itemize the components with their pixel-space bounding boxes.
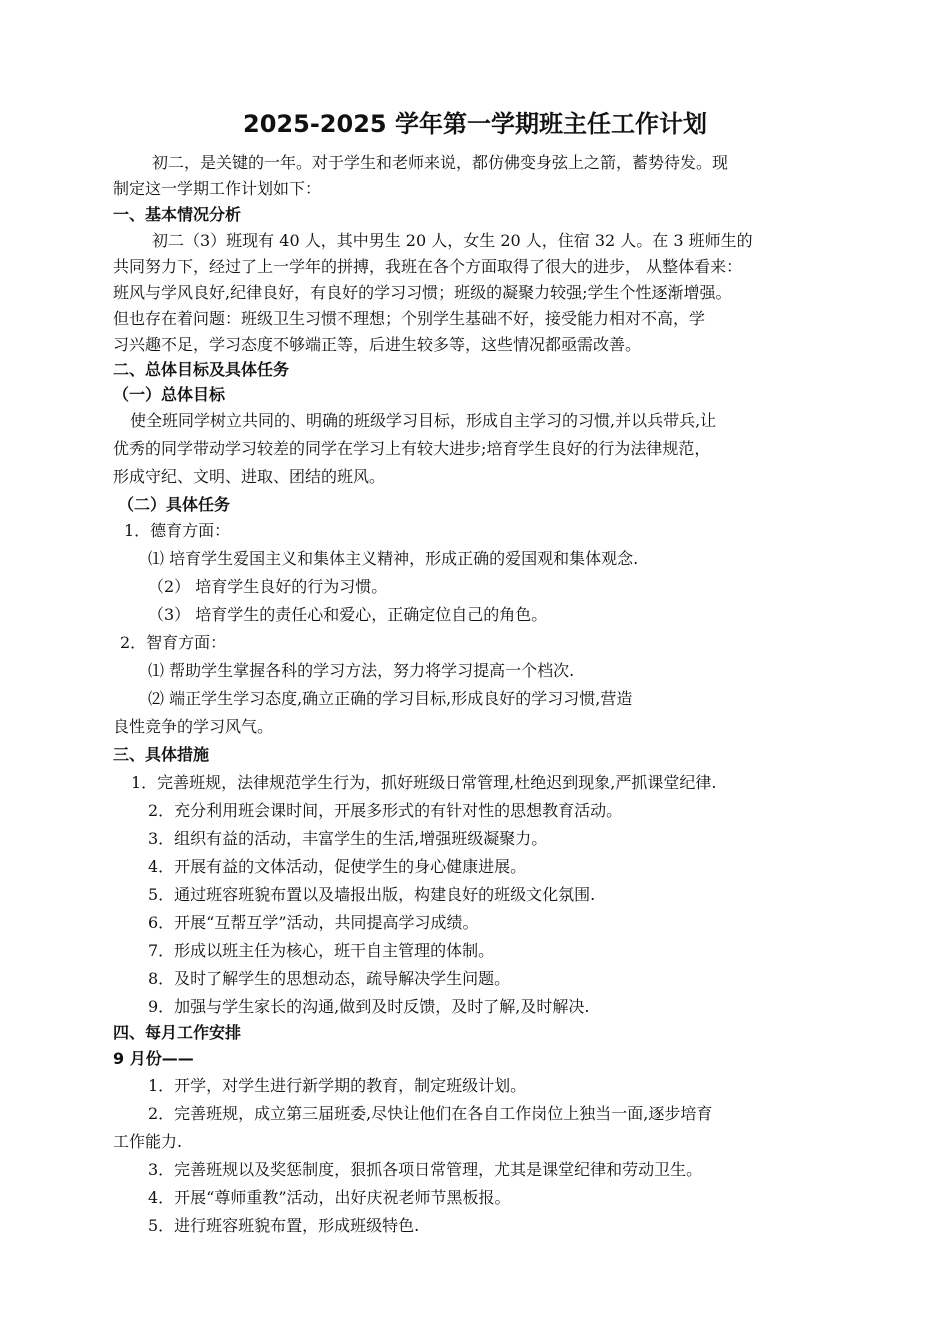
measure-item: 8．及时了解学生的思想动态，疏导解决学生问题。 — [148, 969, 511, 988]
section-2-heading: 二、总体目标及具体任务 — [113, 360, 290, 379]
measure-item: 1．完善班规，法律规范学生行为，抓好班级日常管理,杜绝迟到现象,严抓课堂纪律. — [131, 773, 717, 792]
section-1-line-1: 初二（3）班现有 40 人，其中男生 20 人，女生 20 人，住宿 32 人。在 3 班师生的 — [152, 231, 753, 250]
month-task-5: 5．进行班容班貌布置，形成班级特色. — [148, 1216, 420, 1235]
section-1-line-4: 但也存在着问题：班级卫生习惯不理想；个别学生基础不好，接受能力相对不高，学 — [113, 309, 706, 328]
section-1-heading: 一、基本情况分析 — [113, 205, 242, 224]
measure-item: 6．开展“互帮互学”活动，共同提高学习成绩。 — [148, 913, 479, 932]
month-task-2: 2．完善班规，成立第三届班委,尽快让他们在各自工作岗位上独当一面,逐步培育 — [148, 1104, 713, 1123]
measure-item: 7．形成以班主任为核心，班干自主管理的体制。 — [148, 941, 495, 960]
month-heading: 9 月份—— — [113, 1049, 194, 1068]
measure-item: 5．通过班容班貌布置以及墙报出版，构建良好的班级文化氛围. — [148, 885, 596, 904]
subsection-specific-tasks: （二）具体任务 — [118, 495, 231, 514]
task-intellectual-2-cont: 良性竞争的学习风气。 — [113, 717, 274, 736]
section-3-heading: 三、具体措施 — [113, 745, 210, 764]
measure-item: 2．充分利用班会课时间，开展多形式的有针对性的思想教育活动。 — [148, 801, 623, 820]
goal-line-1: 使全班同学树立共同的、明确的班级学习目标，形成自主学习的习惯,并以兵带兵,让 — [130, 411, 717, 430]
task-moral-3: （3） 培育学生的责任心和爱心，正确定位自己的角色。 — [148, 605, 548, 624]
goal-line-3: 形成守纪、文明、进取、团结的班风。 — [113, 467, 386, 486]
month-task-1: 1．开学，对学生进行新学期的教育，制定班级计划。 — [148, 1076, 527, 1095]
month-task-4: 4．开展“尊师重教”活动，出好庆祝老师节黑板报。 — [148, 1188, 511, 1207]
section-4-heading: 四、每月工作安排 — [113, 1023, 242, 1042]
intro-line-2: 制定这一学期工作计划如下： — [113, 179, 322, 198]
month-task-3: 3．完善班规以及奖惩制度，狠抓各项日常管理，尤其是课堂纪律和劳动卫生。 — [148, 1160, 703, 1179]
intro-line-1: 初二，是关键的一年。对于学生和老师来说，都仿佛变身弦上之箭，蓄势待发。现 — [152, 153, 729, 172]
month-task-2-cont: 工作能力. — [113, 1132, 183, 1151]
task-moral-2: （2） 培育学生良好的行为习惯。 — [148, 577, 388, 596]
measure-item: 9．加强与学生家长的沟通,做到及时反馈，及时了解,及时解决. — [148, 997, 590, 1016]
task-intellectual-1: ⑴ 帮助学生掌握各科的学习方法，努力将学习提高一个档次. — [148, 661, 575, 680]
subsection-overall-goal: （一）总体目标 — [113, 385, 226, 404]
document-title: 2025-2025 学年第一学期班主任工作计划 — [243, 110, 707, 138]
measure-item: 3．组织有益的活动，丰富学生的生活,增强班级凝聚力。 — [148, 829, 548, 848]
goal-line-2: 优秀的同学带动学习较差的同学在学习上有较大进步;培育学生良好的行为法律规范， — [113, 439, 711, 458]
measure-item: 4．开展有益的文体活动，促使学生的身心健康进展。 — [148, 857, 527, 876]
task-intellectual-2: ⑵ 端正学生学习态度,确立正确的学习目标,形成良好的学习习惯,营造 — [148, 689, 633, 708]
task-intellectual: 2．智育方面： — [120, 633, 227, 652]
task-moral-1: ⑴ 培育学生爱国主义和集体主义精神，形成正确的爱国观和集体观念. — [148, 549, 639, 568]
task-moral: 1．德育方面： — [124, 521, 231, 540]
section-1-line-3: 班风与学风良好,纪律良好，有良好的学习习惯；班级的凝聚力较强;学生个性逐渐增强。 — [113, 283, 732, 302]
section-1-line-2: 共同努力下，经过了上一学年的拼搏，我班在各个方面取得了很大的进步， 从整体看来： — [113, 257, 743, 276]
section-1-line-5: 习兴趣不足，学习态度不够端正等，后进生较多等，这些情况都亟需改善。 — [113, 335, 642, 354]
